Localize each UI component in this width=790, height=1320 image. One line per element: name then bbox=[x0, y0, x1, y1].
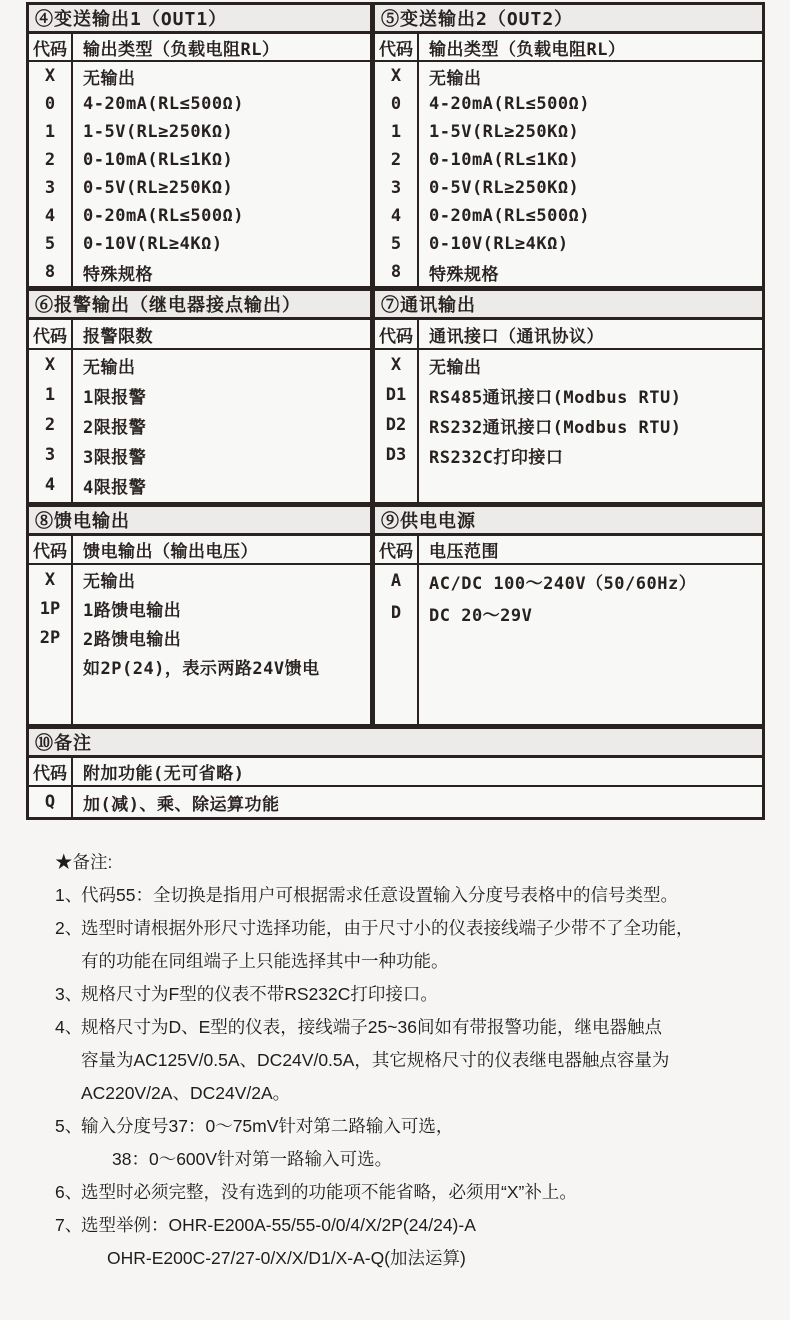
code-cell: 8 bbox=[375, 258, 419, 286]
column-header-code: 代码 bbox=[375, 320, 419, 350]
note-line: 选型举例：OHR-E200A-55/55-0/0/4/X/2P(24/24)-A bbox=[81, 1215, 476, 1235]
desc-cell: 无输出 bbox=[83, 572, 136, 592]
note-line: 代码55：全切换是指用户可根据需求任意设置输入分度号表格中的信号类型。 bbox=[81, 885, 678, 905]
section-out2-body bbox=[375, 34, 762, 286]
code-cell: 2 bbox=[29, 146, 73, 174]
note-line: 规格尺寸为D、E型的仪表，接线端子25~36间如有带报警功能，继电器触点 bbox=[81, 1017, 662, 1037]
code-cell: 5 bbox=[29, 230, 73, 258]
desc-cell: 无输出 bbox=[83, 357, 136, 378]
code-cell: D2 bbox=[375, 410, 419, 440]
note-item-6 bbox=[26, 1176, 768, 1209]
desc-cell: AC/DC 100～240V（50/60Hz） bbox=[429, 573, 697, 594]
desc-cell: 0-20mA(RL≤500Ω) bbox=[429, 206, 591, 226]
empty-cell bbox=[73, 500, 370, 502]
empty-cell bbox=[29, 681, 73, 724]
note-number: 5、 bbox=[55, 1116, 83, 1136]
note-line: 选型时必须完整，没有选到的功能项不能省略，必须用“X”补上。 bbox=[81, 1182, 577, 1202]
code-cell: 2 bbox=[375, 146, 419, 174]
section-comm-body bbox=[375, 320, 762, 502]
section-remark-title: ⑩备注 bbox=[29, 729, 762, 758]
column-header-desc: 电压范围 bbox=[419, 536, 762, 565]
section-remark bbox=[29, 729, 762, 817]
section-power bbox=[375, 507, 762, 724]
desc-cell: 特殊规格 bbox=[429, 264, 499, 285]
empty-cell bbox=[73, 681, 370, 724]
section-out1-title: ④变送输出1（OUT1） bbox=[29, 5, 370, 34]
column-header-desc: 附加功能(无可省略) bbox=[73, 758, 762, 787]
desc-cell: 1限报警 bbox=[83, 387, 147, 408]
note-item-3 bbox=[26, 978, 768, 1011]
code-cell: X bbox=[29, 565, 73, 594]
code-cell: X bbox=[29, 350, 73, 380]
desc-cell: 特殊规格 bbox=[83, 264, 153, 285]
code-cell: 0 bbox=[375, 90, 419, 118]
model-selection-table bbox=[26, 2, 765, 820]
desc-cell: 2限报警 bbox=[83, 417, 147, 438]
desc-cell: RS232C打印接口 bbox=[429, 447, 564, 468]
note-line: 38：0～600V针对第一路输入可选。 bbox=[112, 1149, 393, 1169]
column-header-desc: 报警限数 bbox=[73, 320, 370, 350]
column-header-code: 代码 bbox=[375, 536, 419, 565]
code-cell: 4 bbox=[29, 470, 73, 500]
note-line: AC220V/2A、DC24V/2A。 bbox=[81, 1083, 291, 1103]
desc-cell: 0-20mA(RL≤500Ω) bbox=[83, 206, 245, 226]
desc-cell: 0-10mA(RL≤1KΩ) bbox=[429, 150, 580, 170]
code-cell: 1P bbox=[29, 594, 73, 623]
column-header-code: 代码 bbox=[29, 758, 73, 787]
desc-cell: 4-20mA(RL≤500Ω) bbox=[83, 94, 245, 114]
note-number: 4、 bbox=[55, 1017, 83, 1037]
code-cell: 3 bbox=[29, 440, 73, 470]
footnotes bbox=[26, 846, 768, 1275]
section-alarm bbox=[29, 291, 370, 502]
note-item-2 bbox=[26, 912, 768, 978]
desc-cell: 4限报警 bbox=[83, 477, 147, 498]
section-comm-title: ⑦通讯输出 bbox=[375, 291, 762, 320]
empty-cell bbox=[419, 470, 762, 502]
code-cell: 3 bbox=[375, 174, 419, 202]
column-header-desc: 输出类型（负载电阻RL） bbox=[73, 34, 370, 62]
section-power-title: ⑨供电电源 bbox=[375, 507, 762, 536]
code-cell: 2 bbox=[29, 410, 73, 440]
column-header-desc: 馈电输出（输出电压） bbox=[73, 536, 370, 565]
code-cell: X bbox=[375, 62, 419, 90]
desc-cell: 无输出 bbox=[429, 357, 482, 378]
code-cell: D1 bbox=[375, 380, 419, 410]
note-number: 7、 bbox=[55, 1215, 83, 1235]
section-alarm-body bbox=[29, 320, 370, 502]
note-item-5 bbox=[26, 1110, 768, 1176]
section-feed-body bbox=[29, 536, 370, 724]
note-number: 6、 bbox=[55, 1182, 83, 1202]
code-cell: 3 bbox=[29, 174, 73, 202]
desc-cell: 加(减)、乘、除运算功能 bbox=[83, 794, 280, 815]
column-header-code: 代码 bbox=[375, 34, 419, 62]
desc-cell: 0-5V(RL≥250KΩ) bbox=[429, 178, 580, 198]
desc-cell: 4-20mA(RL≤500Ω) bbox=[429, 94, 591, 114]
desc-cell: RS485通讯接口(Modbus RTU) bbox=[429, 387, 682, 408]
section-alarm-title: ⑥报警输出（继电器接点输出） bbox=[29, 291, 370, 320]
section-remark-body bbox=[29, 758, 762, 817]
footnotes-title: ★备注: bbox=[55, 852, 113, 872]
column-header-desc: 通讯接口（通讯协议） bbox=[419, 320, 762, 350]
desc-cell: 0-10V(RL≥4KΩ) bbox=[83, 234, 223, 254]
note-line: 规格尺寸为F型的仪表不带RS232C打印接口。 bbox=[81, 984, 438, 1004]
code-cell: 4 bbox=[29, 202, 73, 230]
note-number: 3、 bbox=[55, 984, 83, 1004]
code-cell: 2P bbox=[29, 623, 73, 652]
code-cell: D3 bbox=[375, 440, 419, 470]
note-line: 输入分度号37：0～75mV针对第二路输入可选， bbox=[81, 1116, 454, 1136]
desc-cell: 0-10mA(RL≤1KΩ) bbox=[83, 150, 234, 170]
note-line: 容量为AC125V/0.5A、DC24V/0.5A，其它规格尺寸的仪表继电器触点容量为 bbox=[81, 1050, 670, 1070]
column-header-code: 代码 bbox=[29, 320, 73, 350]
desc-cell: 1路馈电输出 bbox=[83, 601, 182, 621]
desc-cell: 2路馈电输出 bbox=[83, 630, 182, 650]
desc-cell: RS232通讯接口(Modbus RTU) bbox=[429, 417, 682, 438]
empty-cell bbox=[375, 470, 419, 502]
desc-cell: 0-5V(RL≥250KΩ) bbox=[83, 178, 234, 198]
section-comm bbox=[375, 291, 762, 502]
section-out1 bbox=[29, 5, 370, 286]
section-power-body bbox=[375, 536, 762, 724]
code-cell: 1 bbox=[375, 118, 419, 146]
code-cell: A bbox=[375, 565, 419, 597]
section-feed-title: ⑧馈电输出 bbox=[29, 507, 370, 536]
column-header-code: 代码 bbox=[29, 536, 73, 565]
code-cell: X bbox=[375, 350, 419, 380]
code-cell: 1 bbox=[29, 380, 73, 410]
code-cell: Q bbox=[29, 787, 73, 817]
desc-cell: 3限报警 bbox=[83, 447, 147, 468]
code-cell: 1 bbox=[29, 118, 73, 146]
note-item-4 bbox=[26, 1011, 768, 1110]
desc-cell: 无输出 bbox=[83, 68, 136, 89]
note-item-7 bbox=[26, 1209, 768, 1275]
desc-cell: 无输出 bbox=[429, 68, 482, 89]
note-number: 2、 bbox=[55, 918, 83, 938]
code-cell: 8 bbox=[29, 258, 73, 286]
note-line: 选型时请根据外形尺寸选择功能，由于尺寸小的仪表接线端子少带不了全功能， bbox=[81, 918, 694, 938]
section-out2-title: ⑤变送输出2（OUT2） bbox=[375, 5, 762, 34]
code-cell: D bbox=[375, 597, 419, 629]
column-header-desc: 输出类型（负载电阻RL） bbox=[419, 34, 762, 62]
code-cell: 5 bbox=[375, 230, 419, 258]
empty-cell bbox=[375, 629, 419, 724]
desc-cell: 如2P(24)，表示两路24V馈电 bbox=[83, 659, 320, 679]
empty-cell bbox=[419, 629, 762, 724]
note-number: 1、 bbox=[55, 885, 83, 905]
note-item-1 bbox=[26, 879, 768, 912]
note-line: 有的功能在同组端子上只能选择其中一种功能。 bbox=[81, 951, 449, 971]
code-cell: 0 bbox=[29, 90, 73, 118]
desc-cell: 0-10V(RL≥4KΩ) bbox=[429, 234, 569, 254]
section-out1-body bbox=[29, 34, 370, 286]
code-cell bbox=[29, 652, 73, 681]
desc-cell: 1-5V(RL≥250KΩ) bbox=[83, 122, 234, 142]
desc-cell: 1-5V(RL≥250KΩ) bbox=[429, 122, 580, 142]
section-feed bbox=[29, 507, 370, 724]
code-cell: X bbox=[29, 62, 73, 90]
desc-cell: DC 20～29V bbox=[429, 605, 533, 626]
column-header-code: 代码 bbox=[29, 34, 73, 62]
empty-cell bbox=[29, 500, 73, 502]
section-out2 bbox=[375, 5, 762, 286]
note-line: OHR-E200C-27/27-0/X/X/D1/X-A-Q(加法运算) bbox=[107, 1248, 466, 1268]
code-cell: 4 bbox=[375, 202, 419, 230]
